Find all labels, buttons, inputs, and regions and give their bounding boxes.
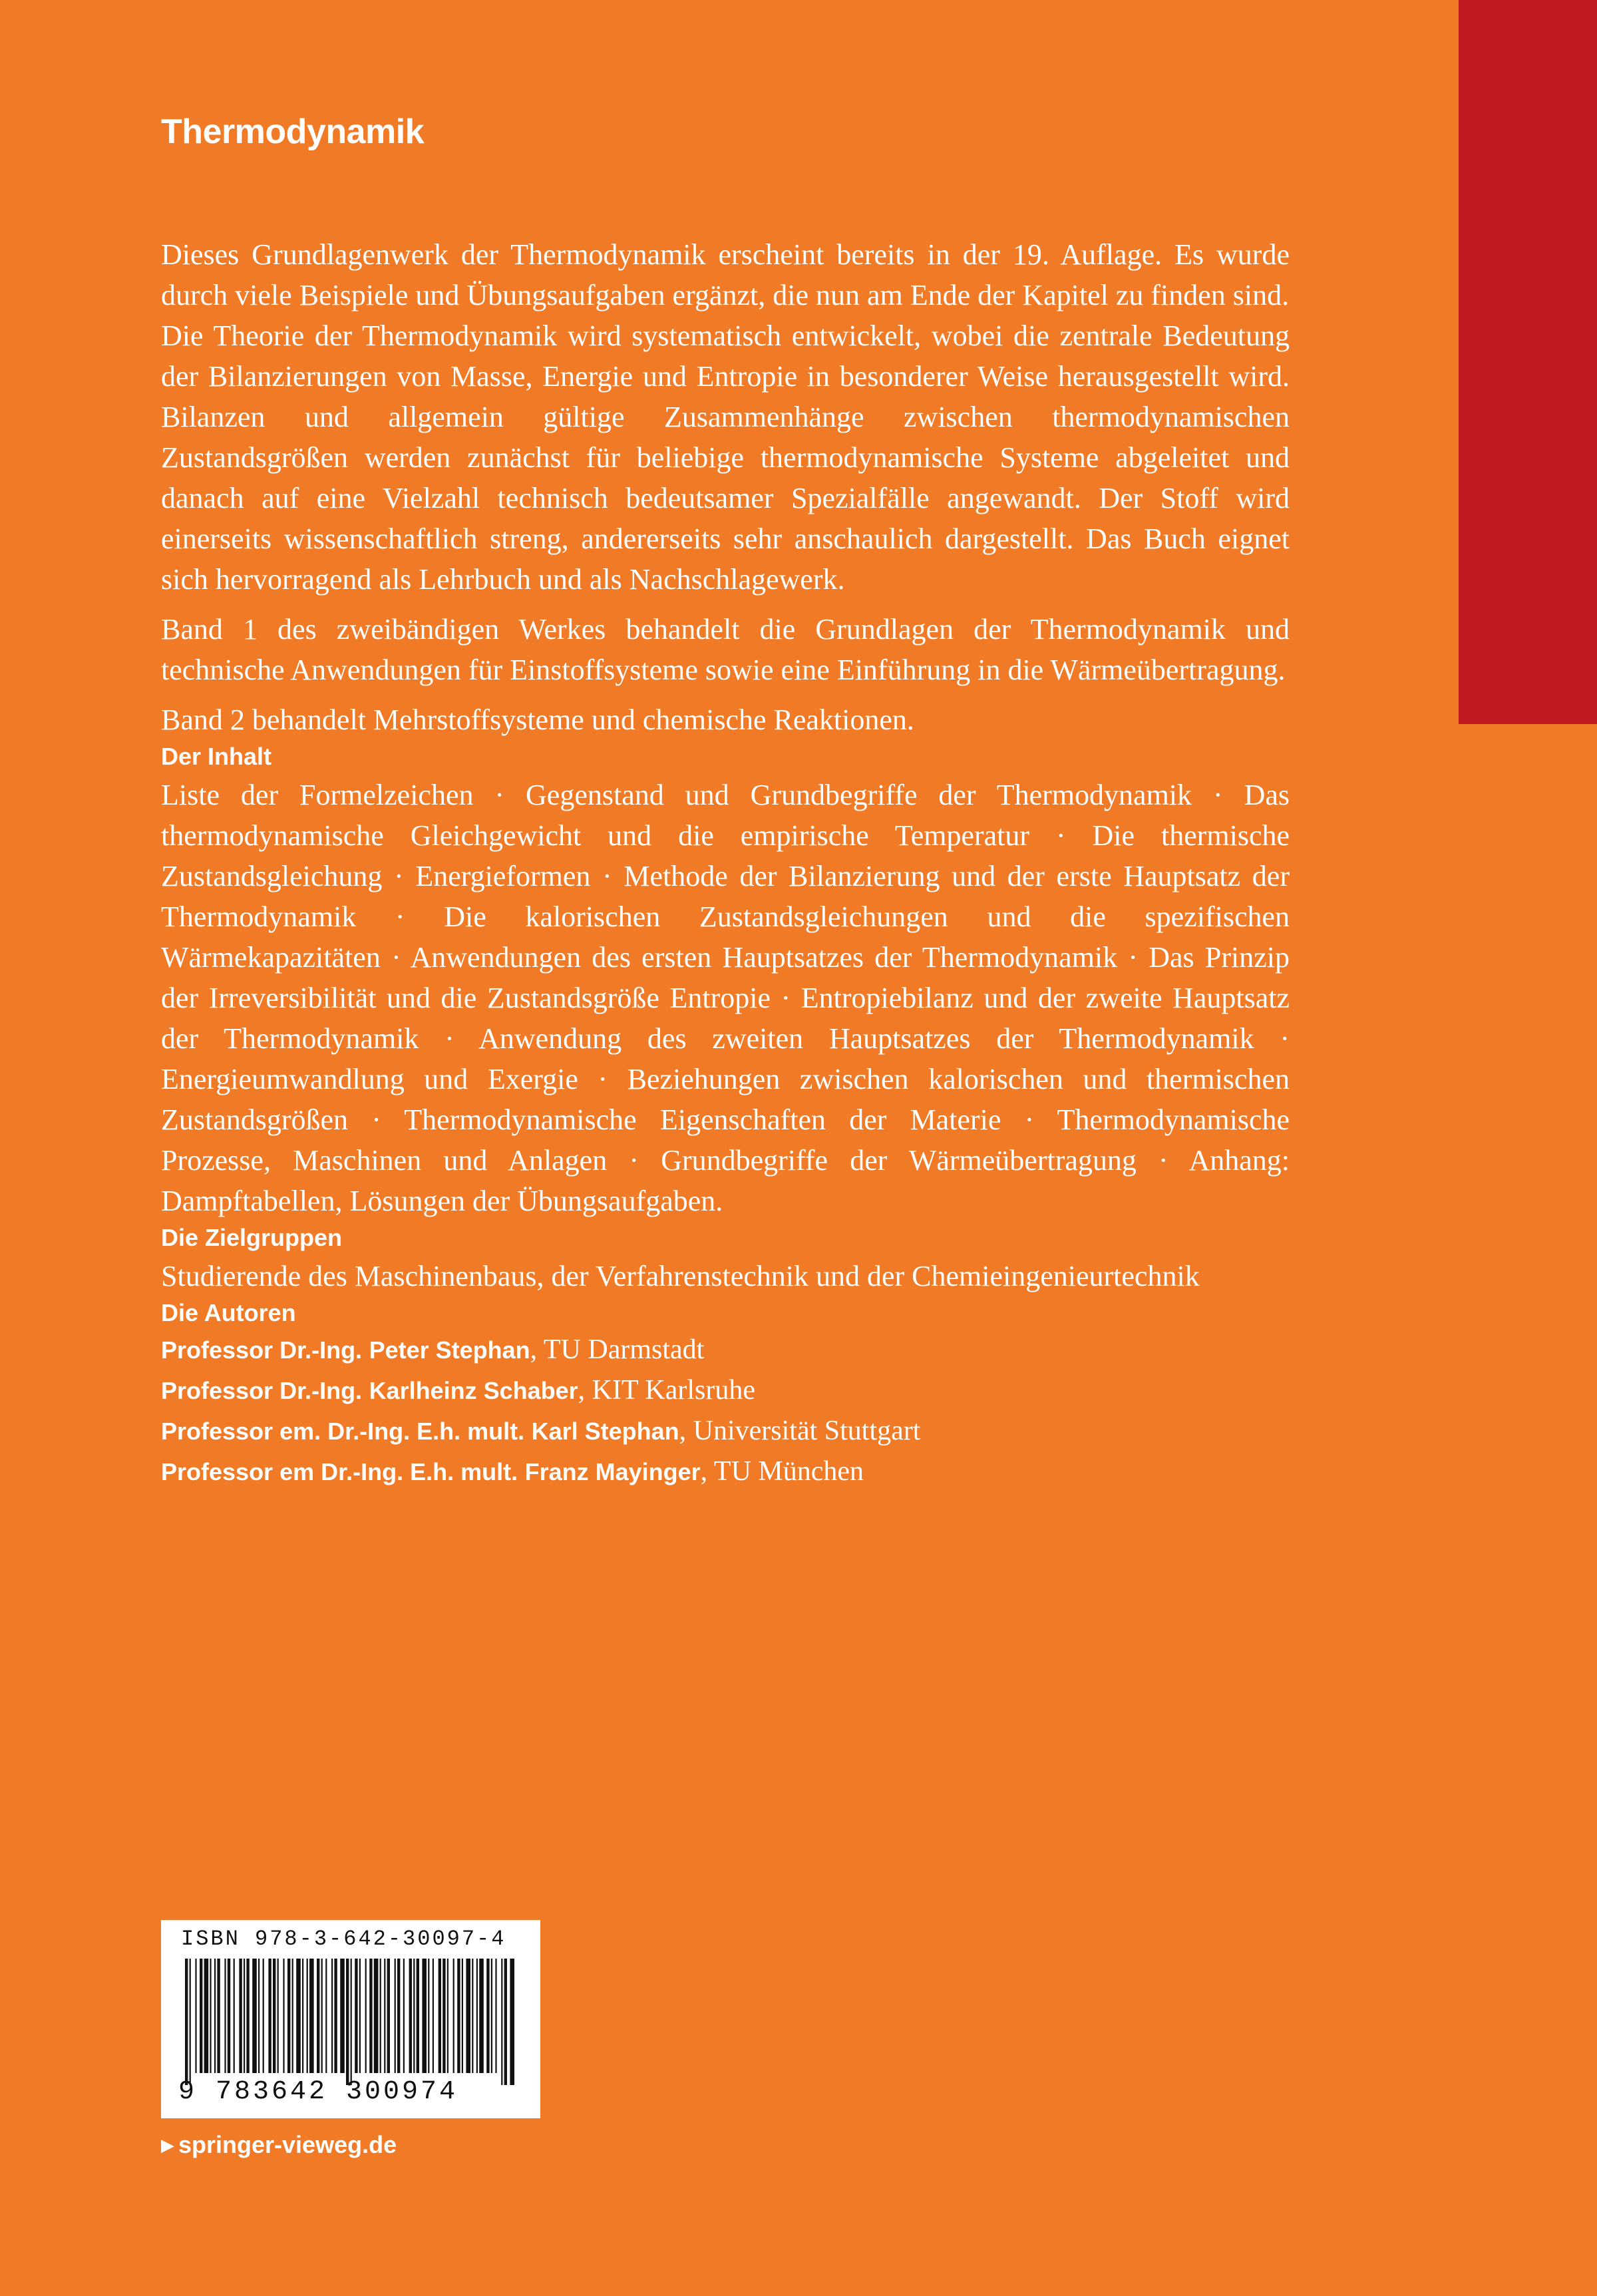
back-cover-text bbox=[161, 113, 1290, 1492]
author-line: Professor Dr.-Ing. Karlheinz Schaber, KIT Karlsruhe bbox=[161, 1375, 755, 1406]
author-line: Professor em Dr.-Ing. E.h. mult. Franz Mayinger, TU München bbox=[161, 1456, 864, 1487]
zielgruppen-text: Studierende des Maschinenbaus, der Verfahrenstechnik und der Chemieingenieurtechnik bbox=[161, 1260, 1200, 1293]
isbn-barcode-box bbox=[161, 1920, 540, 2118]
play-arrow-icon: ▶ bbox=[161, 2135, 174, 2155]
author-list bbox=[161, 1330, 1290, 1492]
author-line: Professor em. Dr.-Ing. E.h. mult. Karl Stephan, Universität Stuttgart bbox=[161, 1416, 921, 1447]
autoren-heading: Die Autoren bbox=[161, 1299, 296, 1327]
band-2-paragraph: Band 2 behandelt Mehrstoffsysteme und chemische Reaktionen. bbox=[161, 703, 914, 737]
red-accent-strip bbox=[1459, 0, 1597, 724]
intro-paragraph-2: Die Theorie der Thermodynamik wird systematisch entwickelt, wobei die zentrale Bedeutung der Bilanzierungen von Masse, Energie und Entropie in besonderer Weise herausgestellt wird. Bilanzen und allgemein gültige Zusammenhänge zwischen thermodynamischen Zustandsgrößen werden zunächst für beliebige thermodynamische Systeme abgeleitet und danach auf eine Vielzahl technisch bedeutsamer Spezialfälle angewandt. Der Stoff wird einerseits wissenschaftlich streng, andererseits sehr anschaulich dargestellt. Das Buch eignet sich hervorragend als Lehrbuch und als Nachschlagewerk. bbox=[161, 319, 1290, 596]
publisher-link[interactable] bbox=[161, 2131, 397, 2159]
inhalt-heading: Der Inhalt bbox=[161, 743, 272, 771]
zielgruppen-heading: Die Zielgruppen bbox=[161, 1224, 343, 1252]
band-1-paragraph: Band 1 des zweibändigen Werkes behandelt die Grundlagen der Thermodynamik und technische Anwendungen für Einstoffsysteme sowie eine Einführung in die Wärmeübertragung. bbox=[161, 613, 1290, 687]
publisher-url: springer-vieweg.de bbox=[178, 2131, 397, 2158]
isbn-label: ISBN 978-3-642-30097-4 bbox=[181, 1927, 506, 1951]
barcode-icon bbox=[185, 1959, 518, 2085]
intro-paragraph-1: Dieses Grundlagenwerk der Thermodynamik erscheint bereits in der 19. Auflage. Es wurde durch viele Beispiele und Übungsaufgaben ergänzt, die nun am Ende der Kapitel zu finden sind. bbox=[161, 238, 1290, 312]
book-title: Thermodynamik bbox=[161, 112, 425, 151]
inhalt-text: Liste der Formelzeichen · Gegenstand und Grundbegriffe der Thermodynamik · Das thermodynamische Gleichgewicht und die empirische Temperatur · Die thermische Zustandsgleichung · Energieformen · Methode der Bilanzierung und der erste Hauptsatz der Thermodynamik · Die kalorischen Zustandsgleichungen und die spezifischen Wärmekapazitäten · Anwendungen des ersten Hauptsatzes der Thermodynamik · Das Prinzip der Irreversibilität und die Zustandsgröße Entropie · Entropiebilanz und der zweite Hauptsatz der Thermodynamik · Anwendung des zweiten Hauptsatzes der Thermodynamik · Energieumwandlung und Exergie · Beziehungen zwischen kalorischen und thermischen Zustandsgrößen · Thermodynamische Eigenschaften der Materie · Thermodynamische Prozesse, Maschinen und Anlagen · Grundbegriffe der Wärmeübertragung · Anhang: Dampftabellen, Lösungen der Übungsaufgaben. bbox=[161, 779, 1290, 1218]
ean-number: 9 783642 300974 bbox=[178, 2077, 458, 2107]
author-line: Professor Dr.-Ing. Peter Stephan, TU Darmstadt bbox=[161, 1334, 705, 1366]
